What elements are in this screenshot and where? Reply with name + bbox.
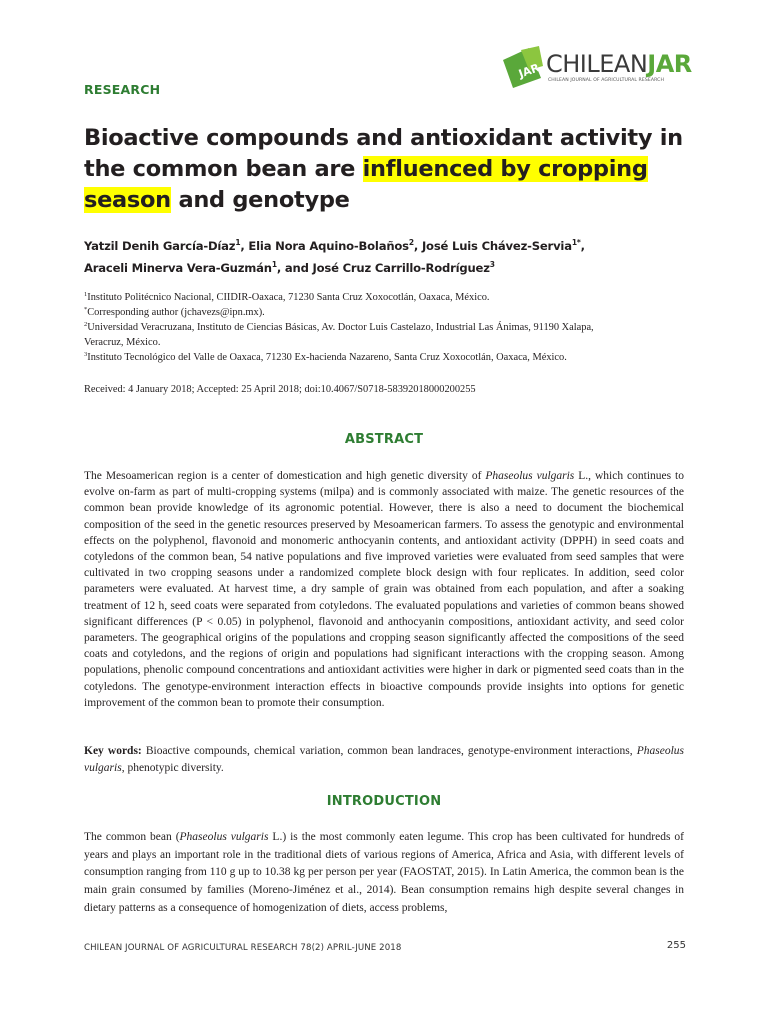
footer-journal-citation: CHILEAN JOURNAL OF AGRICULTURAL RESEARCH 78(2) APRIL-JUNE 2018 (84, 943, 402, 953)
keywords (84, 743, 684, 776)
introduction-heading: INTRODUCTION (326, 794, 442, 809)
logo-tagline: CHILEAN JOURNAL OF AGRICULTURAL RESEARCH (548, 78, 665, 83)
keywords-text-part: , phenotypic diversity. (121, 761, 224, 774)
title-highlight-2: season (84, 187, 171, 213)
logo-wordmark (546, 50, 692, 78)
chileanjar-logo-icon (499, 44, 545, 90)
author-name: Araceli Minerva Vera-Guzmán (84, 261, 272, 275)
author-separator: , and (276, 261, 313, 275)
author-affiliation-mark: 1 (235, 238, 241, 247)
abstract-text-part: The Mesoamerican region is a center of domestication and high genetic diversity of (84, 470, 486, 482)
author-separator: , (240, 239, 249, 253)
author-separator: , (413, 239, 422, 253)
title-part-1: Bioactive compounds and antioxidant activity in the common bean are (84, 125, 683, 182)
author-name: José Cruz Carrillo-Rodríguez (312, 261, 490, 275)
affiliation-text: Instituto Tecnológico del Valle de Oaxaca, 71230 Ex-hacienda Nazareno, Santa Cruz Xoxocotlán, Oaxaca, México. (87, 352, 567, 363)
affiliation-text: Universidad Veracruzana, Instituto de Ciencias Básicas, Av. Doctor Luis Castelazo, Industrial Las Ánimas, 91190 Xalapa, (87, 322, 594, 333)
author-list (84, 235, 684, 279)
author-affiliation-mark: 1 (271, 260, 277, 269)
title-part-2: and genotype (170, 187, 350, 213)
affiliation-mark: 1 (84, 291, 88, 298)
affiliation-line (84, 350, 684, 365)
affiliation-text: Instituto Politécnico Nacional, CIIDIR-Oaxaca, 71230 Santa Cruz Xoxocotlán, Oaxaca, México. (87, 292, 490, 303)
affiliation-line (84, 305, 684, 320)
introduction-text (84, 829, 684, 918)
affiliation-line (84, 320, 684, 335)
affiliation-mark: 2 (84, 321, 88, 328)
affiliation-list (84, 290, 684, 365)
received-doi-line: Received: 4 January 2018; Accepted: 25 April 2018; doi:10.4067/S0718-58392018000200255 (84, 384, 476, 395)
abstract-text-part: L., which continues to evolve on-farm as part of multi-cropping systems (milpa) and is commonly associated with maize. The genetic resources of the common bean provide knowledge of its agronomic potential. However, there is also a need to document the biochemical composition of the seed in the genetic resources preserved by Mesoamerican farmers. To assess the genotypic and environmental effects on the polyphenol, flavonoid and monomeric anthocyanin contents, and antioxidant activity (DPPH) in seed coats and cotyledons of the common bean, 54 native populations and five improved varieties were evaluated from seed samples that were cultivated in two cropping seasons under a randomized complete block design with four replicates. In addition, seed color parameters were evaluated. At harvest time, a dry sample of grain was obtained from each population, and after a soaking treatment of 12 h, seed coats were separated from cotyledons. The evaluated populations and varieties of common beans showed significant differences (P < 0.05) in polyphenol, flavonoid and anthocyanin compositions, antioxidant activity, and seed color parameters. The geographical origins of the populations and cropping season significantly affected the compositions of the seed coats and cotyledons, and the regions of origin and populations had significant interactions with the cropping season. Among populations, phenolic compound concentrations and antioxidant activities were higher in dark or pigmented seed coats than in the cotyledons. The genotype-environment interaction effects in bioactive compounds provide insights into options for genetic improvement of the common bean to promote their consumption. (84, 470, 684, 709)
journal-logo (499, 44, 692, 90)
affiliation-text: Corresponding author (jchavezs@ipn.mx). (87, 307, 265, 318)
affiliation-line (84, 335, 684, 350)
affiliation-text: Veracruz, México. (84, 337, 161, 348)
author-affiliation-mark: 3 (489, 260, 495, 269)
abstract-heading: ABSTRACT (344, 432, 424, 447)
keywords-text-part: Bioactive compounds, chemical variation, common bean landraces, genotype-environment interactions, (141, 745, 637, 757)
author-affiliation-mark: 2 (408, 238, 414, 247)
svg-text:JAR: JAR (516, 61, 542, 81)
author-name: José Luis Chávez-Servia (421, 239, 572, 253)
article-title (84, 123, 684, 216)
author-affiliation-mark: 1* (571, 238, 581, 247)
abstract-text (84, 468, 684, 711)
page-number: 255 (666, 940, 686, 951)
intro-text-part: L.) is the most commonly eaten legume. This crop has been cultivated for hundreds of years and plays an important role in the traditional diets of various regions of America, Africa and Asia, with different levels of consumption ranging from 110 g up to 10.38 kg per person per year (FAOSTAT, 2015). In Latin America, the common bean is the main grain consumed by families (Moreno-Jiménez et al., 2014). Bean consumption remains high despite several changes in dietary patterns as a consequence of homogenization of diets, access problems, (84, 831, 684, 914)
species-name: Phaseolus vulgaris (485, 470, 575, 482)
keywords-label: Key words: (84, 745, 142, 757)
author-name: Yatzil Denih García-Díaz (84, 239, 236, 253)
section-label: RESEARCH (84, 82, 161, 97)
affiliation-mark: 3 (84, 351, 88, 358)
affiliation-mark: * (84, 306, 88, 313)
affiliation-line (84, 290, 684, 305)
author-separator: , (580, 239, 585, 253)
title-highlight-1: influenced by cropping (362, 156, 648, 182)
logo-wordmark-chilean: CHILEAN (546, 50, 648, 78)
species-name: Phaseolus vulgaris (179, 831, 269, 843)
intro-text-part: The common bean ( (84, 831, 180, 843)
logo-wordmark-jar: JAR (647, 50, 692, 78)
species-name: Phaseolus vulgaris (84, 745, 684, 774)
author-name: Elia Nora Aquino-Bolaños (248, 239, 409, 253)
